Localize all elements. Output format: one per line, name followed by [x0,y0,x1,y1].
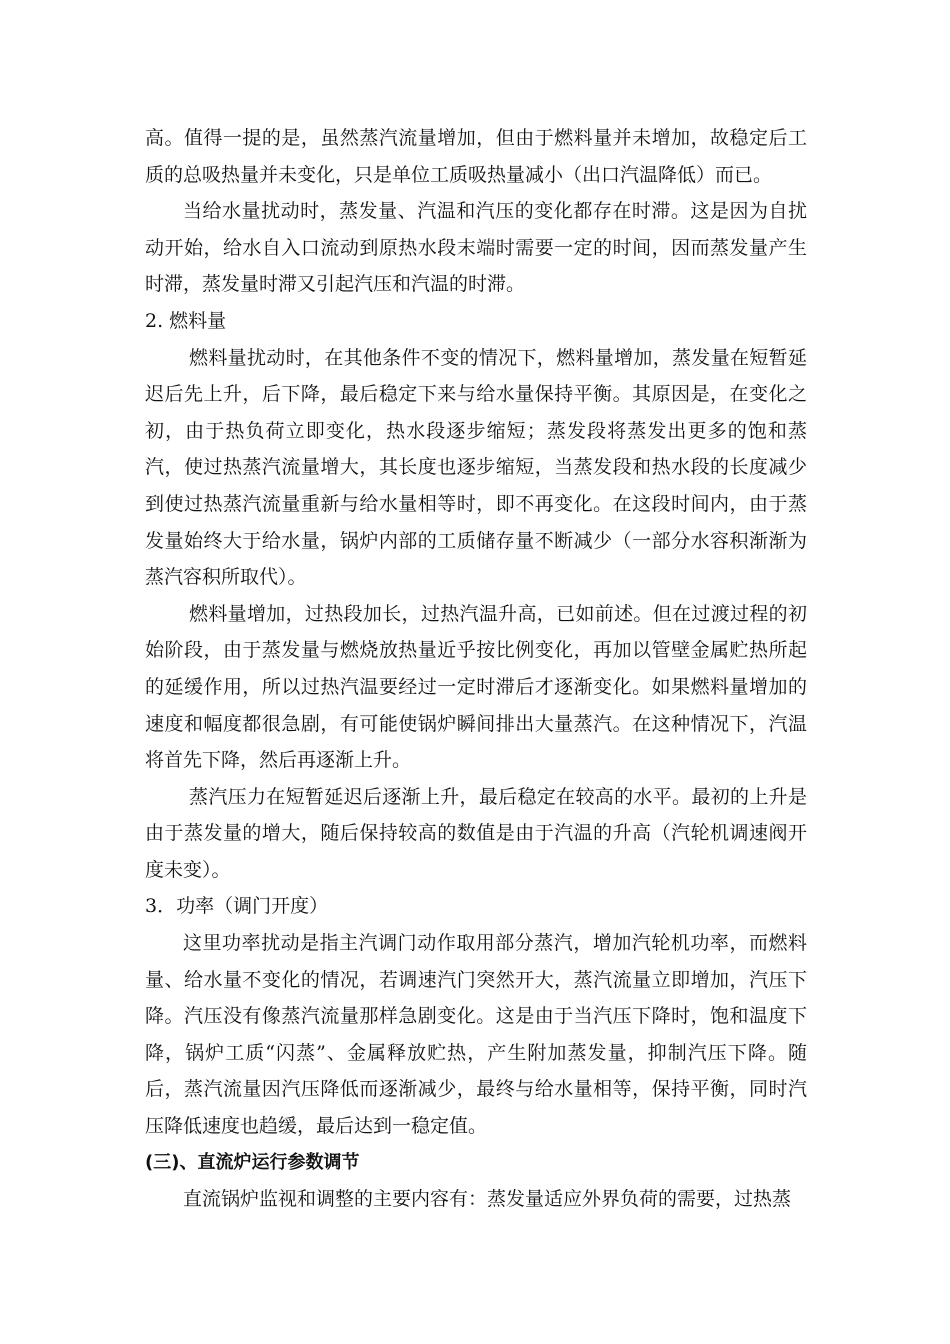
paragraph-monitoring: 直流锅炉监视和调整的主要内容有：蒸发量适应外界负荷的需要，过热蒸 [183,1188,792,1211]
section-heading-parameter-adjustment: (三)、直流炉运行参数调节 [145,1151,360,1173]
paragraph-steam-pressure: 蒸汽压力在短暂延迟后逐渐上升，最后稳定在较高的水平。最初的上升是由于蒸发量的增大，随后保持较高的数值是由于汽温的升高（汽轮机调速阀开度未变）。 [145,785,807,881]
paragraph-fuel-superheat: 燃料量增加，过热段加长，过热汽温升高，已如前述。但在过渡过程的初始阶段，由于蒸发量与燃烧放热量近乎按比例变化，再加以管壁金属贮热所起的延缓作用，所以过热汽温要经过一定时滞后才逐渐变化。如果燃料量增加的速度和幅度都很急剧，有可能使锅炉瞬间排出大量蒸汽。在这种情况下，汽温将首先下降，然后再逐渐上升。 [145,602,807,772]
heading-power: 3．功率（调门开度） [145,895,329,918]
heading-fuel: 2. 燃料量 [145,309,227,332]
document-page [145,120,807,1218]
paragraph-feedwater-disturbance: 当给水量扰动时，蒸发量、汽温和汽压的变化都存在时滞。这是因为自扰动开始，给水自入口流动到原热水段末端时需要一定的时间，因而蒸发量产生时滞，蒸发量时滞又引起汽压和汽温的时滞。 [145,200,807,296]
paragraph-fuel-disturbance: 燃料量扰动时，在其他条件不变的情况下，燃料量增加，蒸发量在短暂延迟后先上升，后下降，最后稳定下来与给水量保持平衡。其原因是，在变化之初，由于热负荷立即变化，热水段逐步缩短；蒸发段将蒸发出更多的饱和蒸汽，使过热蒸汽流量增大，其长度也逐步缩短，当蒸发段和热水段的长度减少到使过热蒸汽流量重新与给水量相等时，即不再变化。在这段时间内，由于蒸发量始终大于给水量，锅炉内部的工质储存量不断减少（一部分水容积渐渐为蒸汽容积所取代）。 [145,346,807,589]
paragraph-continued: 高。值得一提的是，虽然蒸汽流量增加，但由于燃料量并未增加，故稳定后工质的总吸热量并未变化，只是单位工质吸热量减小（出口汽温降低）而已。 [145,127,807,186]
paragraph-power-disturbance: 这里功率扰动是指主汽调门动作取用部分蒸汽，增加汽轮机功率，而燃料量、给水量不变化的情况，若调速汽门突然开大，蒸汽流量立即增加，汽压下降。汽压没有像蒸汽流量那样急剧变化。这是由于当汽压下降时，饱和温度下降，锅炉工质“闪蒸”、金属释放贮热，产生附加蒸发量，抑制汽压下降。随后，蒸汽流量因汽压降低而逐渐减少，最终与给水量相等，保持平衡，同时汽压降低速度也趋缓，最后达到一稳定值。 [145,932,807,1138]
